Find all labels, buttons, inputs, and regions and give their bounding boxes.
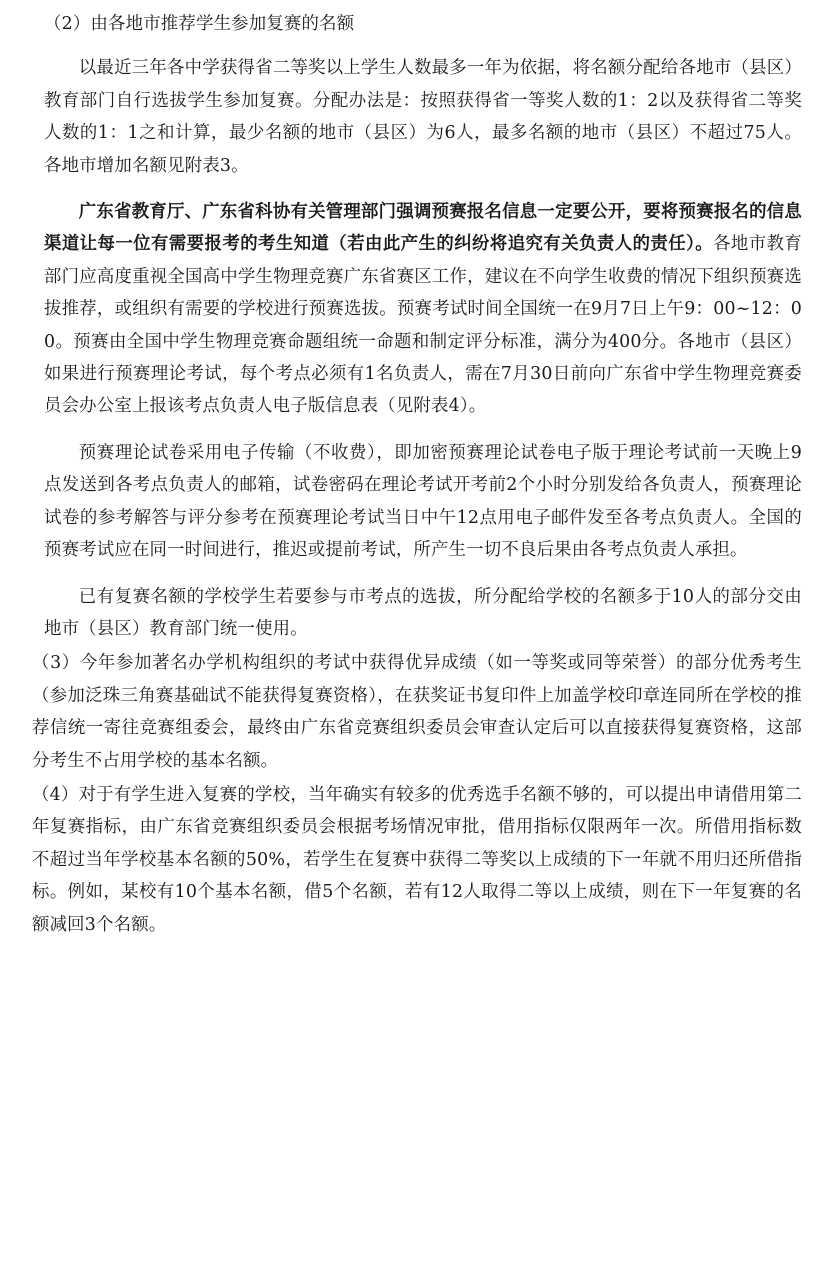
paragraph-exam-paper-transmission: 预赛理论试卷采用电子传输（不收费），即加密预赛理论试卷电子版于理论考试前一天晚上9点发送到各考点负责人的邮箱，试卷密码在理论考试开考前2个小时分别发给各负责人，预赛理论试卷的参考解答与评分参考在预赛理论考试当日中午12点用电子邮件发至各考点负责人。全国的预赛考试应在同一时间进行，推迟或提前考试，所产生一切不良后果由各考点负责人承担。 <box>44 442 802 561</box>
section-item-4: （4）对于有学生进入复赛的学校，当年确实有较多的优秀选手名额不够的，可以提出申请借用第二年复赛指标，由广东省竞赛组织委员会根据考场情况审批，借用指标仅限两年一次。所借用指标数不超过当年学校基本名额的50%，若学生在复赛中获得二等奖以上成绩的下一年就不用归还所借指标。例如，某校有10个基本名额，借5个名额，若有12人取得二等以上成绩，则在下一年复赛的名额减回3个名额。 <box>32 784 802 935</box>
paragraph-preliminary-registration <box>44 196 802 423</box>
paragraph-quota-allocation: 以最近三年各中学获得省二等奖以上学生人数最多一年为依据，将名额分配给各地市（县区）教育部门自行选拔学生参加复赛。分配办法是：按照获得省一等奖人数的1：2以及获得省二等奖人数的1：1之和计算，最少名额的地市（县区）为6人，最多名额的地市（县区）不超过75人。各地市增加名额见附表3。 <box>44 58 802 176</box>
emphasized-notice: 广东省教育厅、广东省科协有关管理部门强调预赛报名信息一定要公开，要将预赛报名的信息渠道让每一位有需要报考的考生知道（若由此产生的纠纷将追究有关负责人的责任）。 <box>44 202 802 255</box>
section-item-3: （3）今年参加著名办学机构组织的考试中获得优异成绩（如一等奖或同等荣誉）的部分优秀考生（参加泛珠三角赛基础试不能获得复赛资格），在获奖证书复印件上加盖学校印章连同所在学校的推荐信统一寄往竞赛组委会，最终由广东省竞赛组织委员会审查认定后可以直接获得复赛资格，这部分考生不占用学校的基本名额。 <box>32 653 802 771</box>
paragraph-preliminary-details: 各地市教育部门应高度重视全国高中学生物理竞赛广东省赛区工作，建议在不向学生收费的情况下组织预赛选拔推荐，或组织有需要的学校进行预赛选拔。预赛考试时间全国统一在9月7日上午9：00~12：00。预赛由全国中学生物理竞赛命题组统一命题和制定评分标准，满分为400分。各地市（县区）如果进行预赛理论考试，每个考点必须有1名负责人，需在7月30日前向广东省中学生物理竞赛委员会办公室上报该考点负责人电子版信息表（见附表4）。 <box>44 234 802 417</box>
section-heading-2: （2）由各地市推荐学生参加复赛的名额 <box>44 14 355 34</box>
paragraph-existing-quota: 已有复赛名额的学校学生若要参与市考点的选拔，所分配给学校的名额多于10人的部分交由地市（县区）教育部门统一使用。 <box>44 586 802 639</box>
